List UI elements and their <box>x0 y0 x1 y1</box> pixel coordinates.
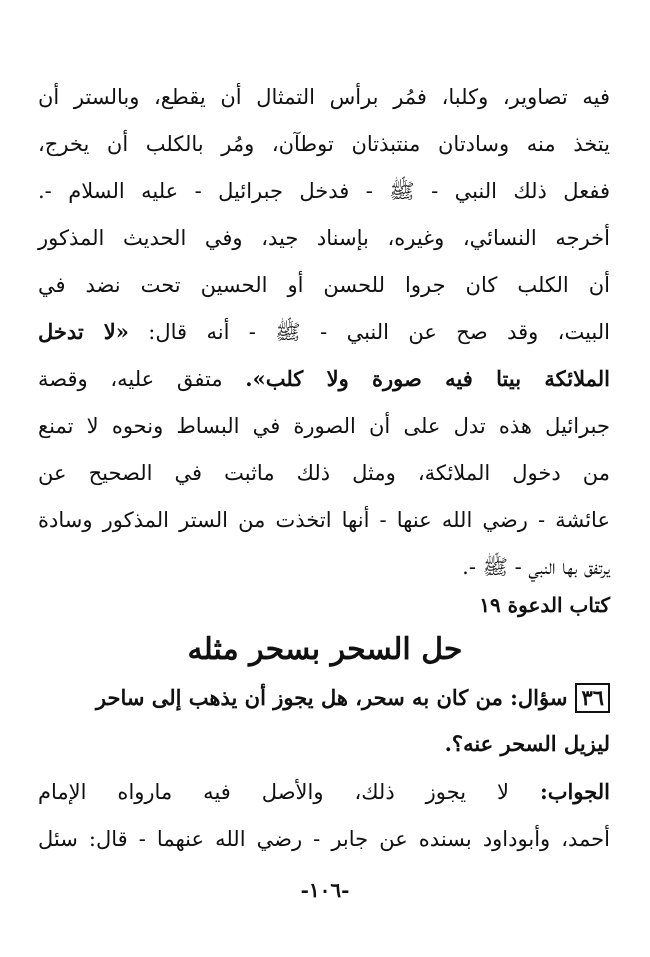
body-line-10: عائشة - رضي الله عنها - أنها اتخذت من الستر المذكور وسادة <box>38 508 610 532</box>
body-line-1: فيه تصاوير، وكلبا، فمُر برأس التمثال أن يقطع، وبالستر أن <box>38 85 610 109</box>
body-line-8: جبرائيل هذه تدل على أن الصورة في البساط ونحوه لا تمنع <box>38 414 610 438</box>
body-line-6-text: البيت، وقد صح عن النبي - ﷺ - أنه قال: <box>148 320 610 344</box>
body-line-9: من دخول الملائكة، ومثل ذلك ماثبت في الصحيح عن <box>38 461 610 485</box>
answer-line-1 <box>38 775 610 809</box>
body-line-6 <box>38 315 610 349</box>
body-line-5: أن الكلب كان جروا للحسن أو الحسين تحت نضد في <box>38 273 610 297</box>
body-line-7 <box>38 362 610 396</box>
hadith-quote-end: الملائكة بيتا فيه صورة ولا كلب». <box>245 366 610 391</box>
body-line-4: أخرجه النسائي، وغيره، بإسناد جيد، وفي الحديث المذكور <box>38 226 610 250</box>
answer-text-1: لا يجوز ذلك، والأصل فيه مارواه الإمام <box>38 780 510 804</box>
question-number-badge: ٣٦ <box>575 683 610 713</box>
question-text: سؤال: من كان به سحر، هل يجوز أن يذهب إلى ساحر <box>95 685 568 710</box>
section-heading: حل السحر بسحر مثله <box>187 632 463 667</box>
hadith-quote-start: «لا تدخل <box>38 319 129 344</box>
body-line-2: يتخذ منه وسادتان منتبذتان توطآن، ومُر بالكلب أن يخرج، <box>38 132 610 156</box>
body-line-7-text: متفق عليه، وقصة <box>38 367 223 391</box>
page-number: -١٠٦- <box>300 878 350 902</box>
answer-line-2: أحمد، وأبوداود بسنده عن جابر - رضي الله عنهما - قال: سئل <box>38 827 610 851</box>
question-line-2: ليزيل السحر عنه؟. <box>444 731 610 756</box>
question-line-1 <box>38 680 610 716</box>
body-line-3: ففعل ذلك النبي - ﷺ - فدخل جبرائيل - عليه السلام -. <box>38 179 610 203</box>
body-line-11: يرتفق بها النبي - ﷺ -. <box>462 555 610 579</box>
source-reference: كتاب الدعوة ١٩ <box>479 593 610 617</box>
answer-label: الجواب: <box>540 779 610 804</box>
